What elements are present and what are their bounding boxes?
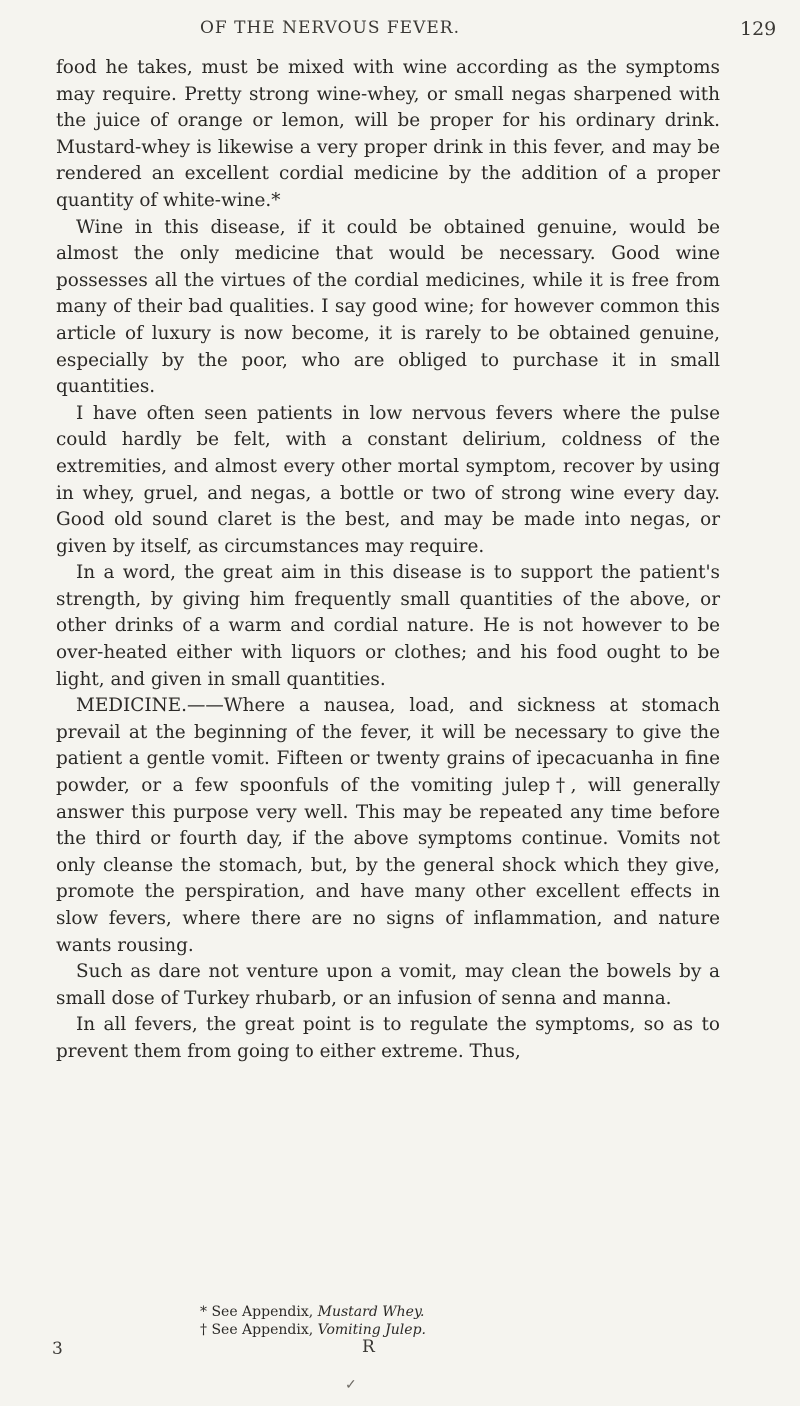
paragraph-strength: In a word, the great aim in this disease is to support the patient's strength, by giving him frequently small quantities of the above, or other drinks of a warm and cordial nature. He is not however to be over-heated either with liquors or clothes; and his food ought to be light, and given in small quantities. bbox=[56, 562, 720, 690]
pencil-tick-mark: ✓ bbox=[345, 1377, 357, 1393]
page-number: 129 bbox=[740, 18, 777, 40]
signature-mark: 3 bbox=[52, 1339, 63, 1359]
running-title: OF THE NERVOUS FEVER. bbox=[200, 18, 460, 38]
body-text bbox=[56, 55, 720, 1066]
footnote-vomiting-julep bbox=[200, 1321, 680, 1339]
footnote-marker: * See Appendix, bbox=[200, 1304, 318, 1320]
footnote-title: Mustard Whey. bbox=[317, 1304, 425, 1320]
running-head bbox=[0, 8, 800, 44]
footnote-marker: † See Appendix, bbox=[200, 1322, 318, 1338]
paragraph-medicine: MEDICINE.——Where a nausea, load, and sickness at stomach prevail at the beginning of the fever, it will be necessary to give the patient a gentle vomit. Fifteen or twenty grains of ipecacuanha in fine powder, or a few spoonfuls of the vomiting julep†, will generally answer this purpose very well. This may be repeated any time before the third or fourth day, if the above symptoms continue. Vomits not only cleanse the stomach, but, by the general shock which they give, promote the perspiration, and have many other excellent effects in slow fevers, where there are no signs of inflammation, and nature wants rousing. bbox=[56, 695, 720, 956]
paragraph-patients: I have often seen patients in low nervous fevers where the pulse could hardly be felt, with a constant delirium, coldness of the extremities, and almost every other mortal symptom, recover by using in whey, gruel, and negas, a bottle or two of strong wine every day. Good old sound claret is the best, and may be made into negas, or given by itself, as circumstances may require. bbox=[56, 402, 720, 557]
paragraph-food: food he takes, must be mixed with wine according as the symptoms may require. Pretty strong wine-whey, or small negas sharpened with the juice of orange or lemon, will be proper for his ordinary drink. Mustard-whey is likewise a very proper drink in this fever, and may be rendered an excellent cordial medicine by the addition of a proper quantity of white-wine.* bbox=[56, 57, 720, 211]
footnotes bbox=[200, 1303, 680, 1339]
footnote-title: Vomiting Julep. bbox=[317, 1322, 426, 1338]
footnote-mustard-whey bbox=[200, 1303, 680, 1321]
paragraph-regulate: In all fevers, the great point is to regulate the symptoms, so as to prevent them from going to either extreme. Thus, bbox=[56, 1014, 720, 1062]
paragraph-wine: Wine in this disease, if it could be obtained genuine, would be almost the only medicine that would be necessary. Good wine possesses all the virtues of the cordial medicines, while it is free from many of their bad qualities. I say good wine; for however common this article of luxury is now become, it is rarely to be obtained genuine, especially by the poor, who are obliged to purchase it in small quantities. bbox=[56, 216, 720, 398]
catchword: R bbox=[362, 1337, 375, 1357]
paragraph-bowels: Such as dare not venture upon a vomit, may clean the bowels by a small dose of Turkey rhubarb, or an infusion of senna and manna. bbox=[56, 961, 720, 1009]
